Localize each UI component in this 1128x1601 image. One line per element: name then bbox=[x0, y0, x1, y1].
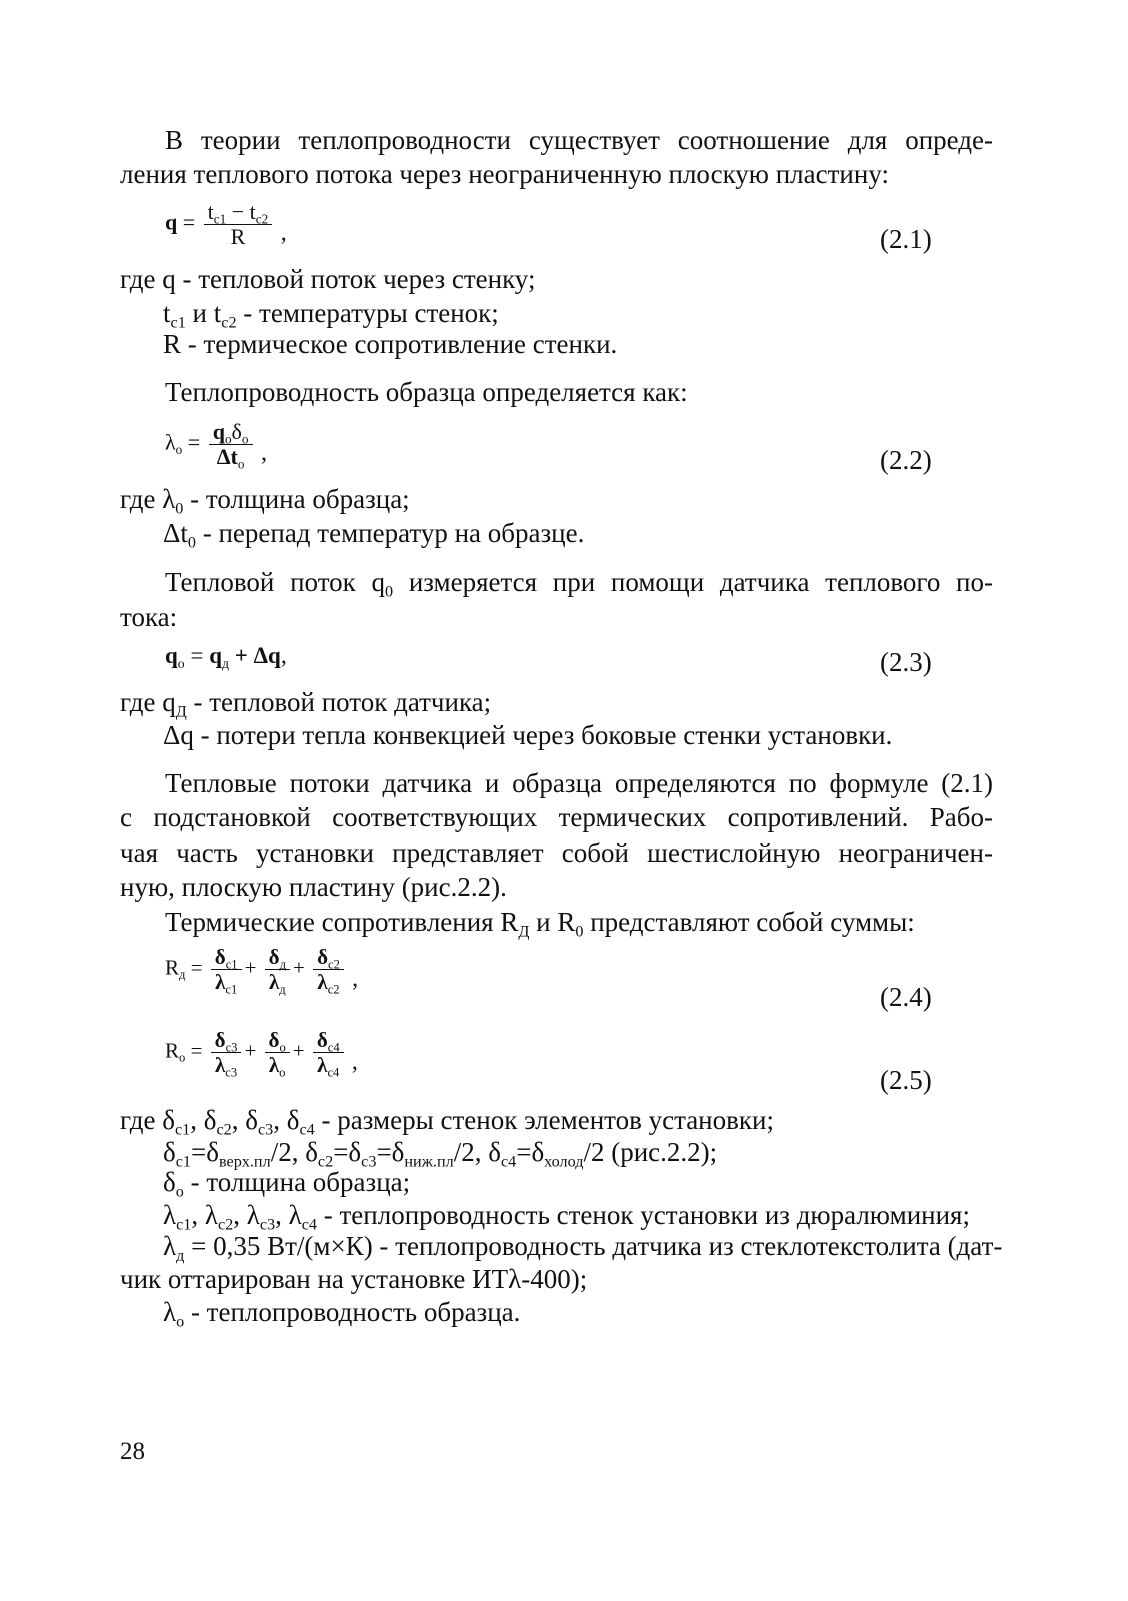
equation-number: (2.2) bbox=[880, 445, 932, 475]
text-line: ления теплового потока через неограниченную плоскую пластину: bbox=[120, 159, 889, 189]
text-line: Тепловой поток $q_0$ измеряется при помощи датчика теплового по- bbox=[165, 567, 993, 601]
formula-2-1: q = $\frac{t_{c1} - t_{c2}}{R}$ , bbox=[165, 199, 287, 249]
formula-2-4: $R_д$ = $\frac{\delta_{c1}}{\lambda_{c1}}$ + $\frac{\delta_д}{\lambda_д}$ + $\frac{\delta_{c2}}{\lambda_{c2}}$ , bbox=[165, 945, 359, 997]
formula-2-2: $\lambda_o$ = $\frac{q_o\delta_o}{\Delta t_o}$ , bbox=[165, 419, 267, 472]
formula-2-3: $q_o = q_д + \Delta q$, bbox=[165, 643, 287, 671]
text-line: Тепловые потоки датчика и образца определяются по формуле (2.1) bbox=[165, 768, 993, 798]
text-line: $t_{c1}$ и $t_{c2}$ - температуры стенок; bbox=[163, 298, 499, 332]
text-line: Δq - потери тепла конвекцией через боковые стенки установки. bbox=[163, 720, 893, 750]
text-line: $\Delta t_0$ - перепад температур на образце. bbox=[163, 518, 585, 552]
equation-number: (2.5) bbox=[880, 1065, 932, 1095]
text-line: $\lambda_o$ - теплопроводность образца. bbox=[163, 1297, 521, 1331]
text-line: В теории теплопроводности существует соотношение для опреде- bbox=[165, 125, 993, 155]
formula-2-5: $R_o$ = $\frac{\delta_{c3}}{\lambda_{c3}}$ + $\frac{\delta_o}{\lambda_o}$ + $\frac{\delta_{c4}}{\lambda_{c4}}$ , bbox=[165, 1028, 358, 1080]
text-line: чик оттарирован на установке ИТλ-400); bbox=[120, 1264, 588, 1294]
text-line: где $\delta_{c1}$, $\delta_{c2}$, $\delta_{c3}$, $\delta_{c4}$ - размеры стенок элементов установки; bbox=[120, 1105, 774, 1139]
text-line: R - термическое сопротивление стенки. bbox=[163, 329, 618, 359]
text-line: Термические сопротивления $R_Д$ и $R_0$ представляют собой суммы: bbox=[165, 907, 915, 941]
text-line: $\delta_o$ - толщина образца; bbox=[163, 1167, 411, 1201]
equation-number: (2.3) bbox=[880, 647, 932, 677]
text-line: где $\lambda_0$ - толщина образца; bbox=[120, 484, 410, 518]
text-line: с подстановкой соответствующих термических сопротивлений. Рабо- bbox=[120, 802, 993, 832]
page-number: 28 bbox=[120, 1438, 145, 1465]
text-line: где q - тепловой поток через стенку; bbox=[120, 264, 536, 294]
text-line: тока: bbox=[120, 602, 178, 632]
text-line: $\lambda_д = 0,35$ Вт/(м×К) - теплопроводность датчика из стеклотекстолита (дат- bbox=[163, 1231, 1003, 1265]
equation-number: (2.1) bbox=[880, 224, 932, 254]
text-line: где $q_Д$ - тепловой поток датчика; bbox=[120, 687, 492, 721]
text-line: $\delta_{c1}=\delta_{верх.пл}/2$, $\delta_{c2}=\delta_{c3}=\delta_{ниж.пл}/2$, $\delta_{c4}=\delta_{холод}/2$ (рис.2.2); bbox=[163, 1137, 718, 1171]
text-line: Теплопроводность образца определяется как: bbox=[165, 377, 688, 407]
text-line: $\lambda_{c1}$, $\lambda_{c2}$, $\lambda_{c3}$, $\lambda_{c4}$ - теплопроводность стенок установки из дюралюминия; bbox=[163, 1200, 970, 1234]
equation-number: (2.4) bbox=[880, 982, 932, 1012]
text-line: чая часть установки представляет собой шестислойную неограничен- bbox=[120, 838, 993, 868]
text-line: ную, плоскую пластину (рис.2.2). bbox=[120, 872, 507, 902]
